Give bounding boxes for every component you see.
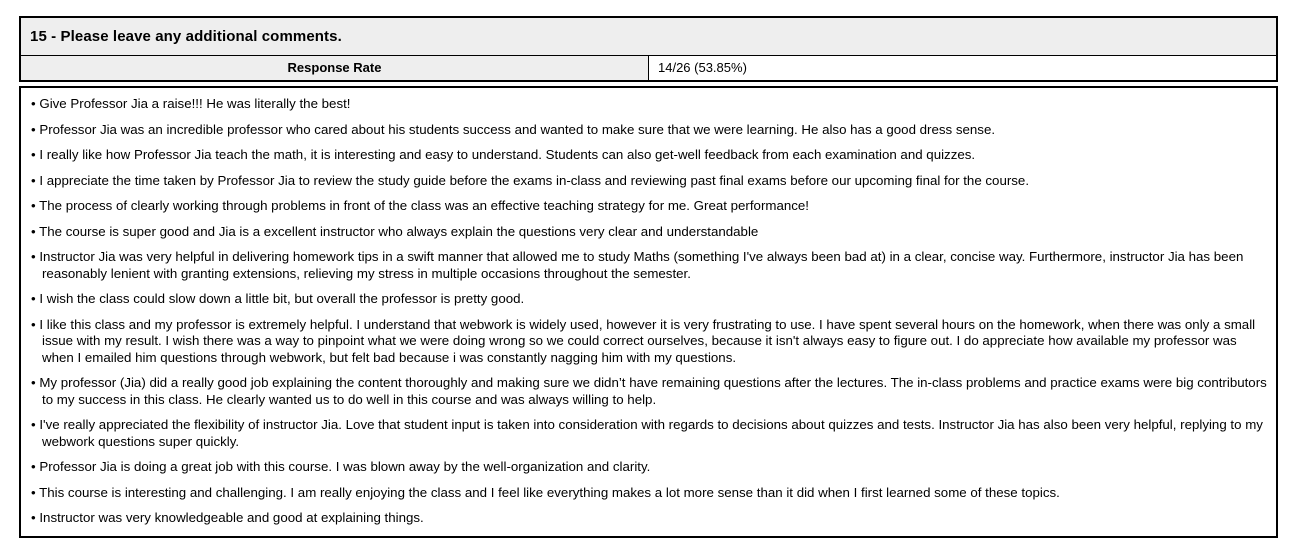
bullet-icon: • [31, 316, 40, 332]
comment-item [31, 417, 1267, 450]
response-rate-value: 14/26 (53.85%) [649, 56, 1278, 82]
bullet-icon: • [31, 375, 40, 390]
bullet-icon: • [31, 121, 40, 137]
bullet-icon: • [31, 147, 40, 162]
question-title-row [20, 17, 1277, 56]
response-rate-row [20, 56, 1277, 82]
response-rate-label: Response Rate [20, 56, 649, 82]
comment-text: Professor Jia was an incredible professor who cared about his students success and wanted to make sure that we were learning. He also has a good dress sense. [39, 121, 996, 137]
bullet-icon: • [31, 484, 40, 500]
comment-item [31, 291, 1267, 308]
comment-item [31, 510, 1267, 527]
bullet-icon: • [31, 198, 40, 213]
comment-text: I appreciate the time taken by Professor Jia to review the study guide before the exams in-class and reviewing past final exams before our upcoming final for the course. [39, 172, 1030, 188]
comment-item [31, 459, 1267, 476]
bullet-icon: • [31, 417, 40, 432]
bullet-icon: • [31, 249, 40, 264]
comment-text: Give Professor Jia a raise!!! He was literally the best! [39, 96, 351, 111]
comment-text: I wish the class could slow down a little bit, but overall the professor is pretty good. [39, 291, 525, 306]
comment-item [31, 375, 1267, 408]
bullet-icon: • [31, 510, 40, 525]
question-summary-table [19, 16, 1278, 82]
comment-text: I've really appreciated the flexibility of instructor Jia. Love that student input is taken into consideration with regards to decisions about quizzes and tests. Instructor Jia has also been very helpful, replying to my webwork questions super quickly. [39, 417, 1263, 449]
comment-item [31, 147, 1267, 164]
comments-list [19, 86, 1278, 538]
comment-item [31, 249, 1267, 282]
comment-text: My professor (Jia) did a really good job explaining the content thoroughly and making sure we didn’t have remaining questions after the lectures. The in-class problems and practice exams were big contributors to my success in this class. He clearly wanted us to do well in this course and was always willing to help. [39, 375, 1267, 407]
question-title: 15 - Please leave any additional comments. [20, 17, 1277, 56]
comment-text: I like this class and my professor is extremely helpful. I understand that webwork is widely used, however it is very frustrating to use. I have spent several hours on the homework, when there was only a small issue with my result. I wish there was a way to pinpoint what we were doing wrong so we could correct ourselves, because it isn't always easy to figure out. I do appreciate how available my professor was when I emailed him questions through webwork, but felt bad because i was constantly nagging him with my questions. [39, 316, 1256, 365]
comment-text: Instructor was very knowledgeable and good at explaining things. [39, 510, 424, 525]
bullet-icon: • [31, 223, 40, 239]
comment-item [31, 485, 1267, 502]
bullet-icon: • [31, 459, 40, 474]
question-report [19, 16, 1278, 538]
comment-text: The process of clearly working through problems in front of the class was an effective teaching strategy for me. Great performance! [39, 198, 809, 213]
comment-item [31, 96, 1267, 113]
bullet-icon: • [31, 172, 40, 188]
comment-item [31, 122, 1267, 139]
comment-text: This course is interesting and challenging. I am really enjoying the class and I feel like everything makes a lot more sense than it did when I first learned some of these topics. [39, 484, 1060, 500]
bullet-icon: • [31, 96, 40, 111]
comment-text: The course is super good and Jia is a excellent instructor who always explain the questions very clear and understandable [39, 223, 759, 239]
bullet-icon: • [31, 291, 40, 306]
comment-item [31, 317, 1267, 367]
comment-item [31, 224, 1267, 241]
comment-item [31, 198, 1267, 215]
comment-text: Professor Jia is doing a great job with this course. I was blown away by the well-organization and clarity. [39, 459, 651, 474]
comment-text: I really like how Professor Jia teach the math, it is interesting and easy to understand. Students can also get-well feedback from each examination and quizzes. [39, 147, 976, 162]
comment-item [31, 173, 1267, 190]
comment-text: Instructor Jia was very helpful in delivering homework tips in a swift manner that allowed me to study Maths (something I've always been bad at) in a clear, concise way. Furthermore, instructor Jia has been reasonably lenient with granting extensions, relieving my stress in multiple occasions throughout the semester. [39, 249, 1244, 281]
